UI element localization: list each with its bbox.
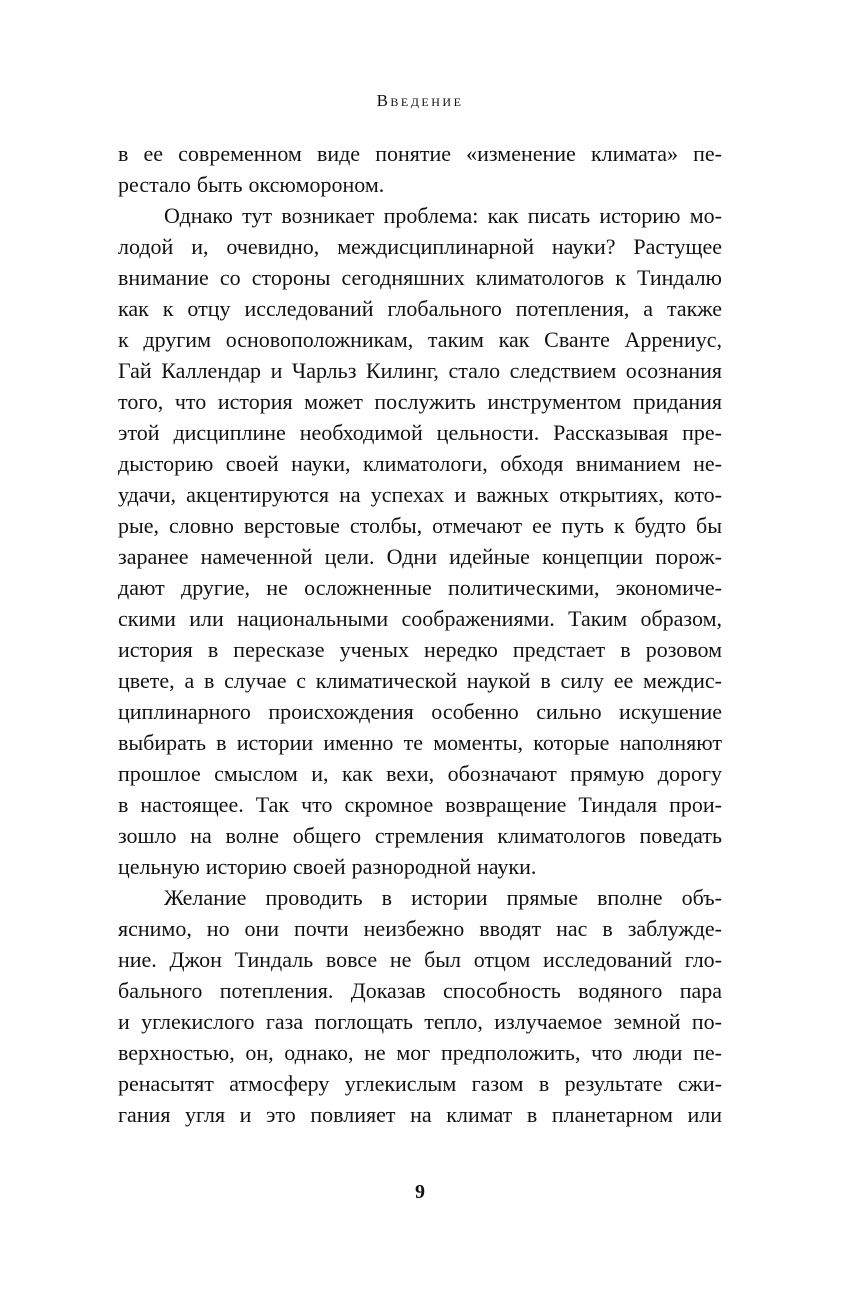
text-line: внимание со стороны сегодняшних климатологов к Тиндалю	[118, 265, 722, 290]
text-line: удачи, акцентируются на успехах и важных открытиях, кото-	[118, 482, 722, 507]
text-line: цельную историю своей разнородной науки.	[118, 854, 537, 879]
text-line: и углекислого газа поглощать тепло, излучаемое земной по-	[118, 1009, 722, 1034]
text-line: выбирать в истории именно те моменты, которые наполняют	[118, 730, 722, 755]
page-number: 9	[415, 1181, 425, 1203]
text-line: к другим основоположникам, таким как Сванте Аррениус,	[118, 327, 722, 352]
text-line: циплинарного происхождения особенно сильно искушение	[118, 699, 722, 724]
text-line: прошлое смыслом и, как вехи, обозначают прямую дорогу	[118, 761, 722, 786]
text-line: в настоящее. Так что скромное возвращение Тиндаля прои-	[118, 792, 722, 817]
text-line: в ее современном виде понятие «изменение климата» пе-	[118, 141, 722, 166]
text-line: история в пересказе ученых нередко предстает в розовом	[118, 637, 722, 662]
text-line: того, что история может послужить инструментом придания	[118, 389, 722, 414]
text-line: цвете, а в случае с климатической наукой в силу ее междис-	[118, 668, 722, 693]
text-line: рестало быть оксюмороном.	[118, 172, 385, 197]
text-block	[118, 138, 722, 1130]
text-line: Желание проводить в истории прямые вполне объ-	[164, 885, 722, 910]
running-header: Введение	[376, 91, 464, 110]
text-line: ние. Джон Тиндаль вовсе не был отцом исследований гло-	[118, 947, 722, 972]
text-line: этой дисциплине необходимой цельности. Рассказывая пре-	[118, 420, 722, 445]
text-line: рые, словно верстовые столбы, отмечают ее путь к будто бы	[118, 513, 722, 538]
text-line: заранее намеченной цели. Одни идейные концепции порож-	[118, 544, 722, 569]
text-line: гания угля и это повлияет на климат в планетарном или	[118, 1102, 722, 1127]
text-line: ренасытят атмосферу углекислым газом в результате сжи-	[118, 1071, 722, 1096]
text-line: Однако тут возникает проблема: как писать историю мо-	[164, 203, 722, 228]
text-line: дысторию своей науки, климатологи, обходя вниманием не-	[118, 451, 722, 476]
text-line: яснимо, но они почти неизбежно вводят нас в заблужде-	[118, 916, 722, 941]
text-line: Гай Каллендар и Чарльз Килинг, стало следствием осознания	[118, 358, 722, 383]
text-line: лодой и, очевидно, междисциплинарной науки? Растущее	[118, 234, 722, 259]
text-line: дают другие, не осложненные политическими, экономиче-	[118, 575, 722, 600]
text-line: зошло на волне общего стремления климатологов поведать	[118, 823, 722, 848]
text-line: как к отцу исследований глобального потепления, а также	[118, 296, 722, 321]
text-line: бального потепления. Доказав способность водяного пара	[118, 978, 722, 1003]
text-line: верхностью, он, однако, не мог предположить, что люди пе-	[118, 1040, 722, 1065]
text-line: скими или национальными соображениями. Таким образом,	[118, 606, 722, 631]
